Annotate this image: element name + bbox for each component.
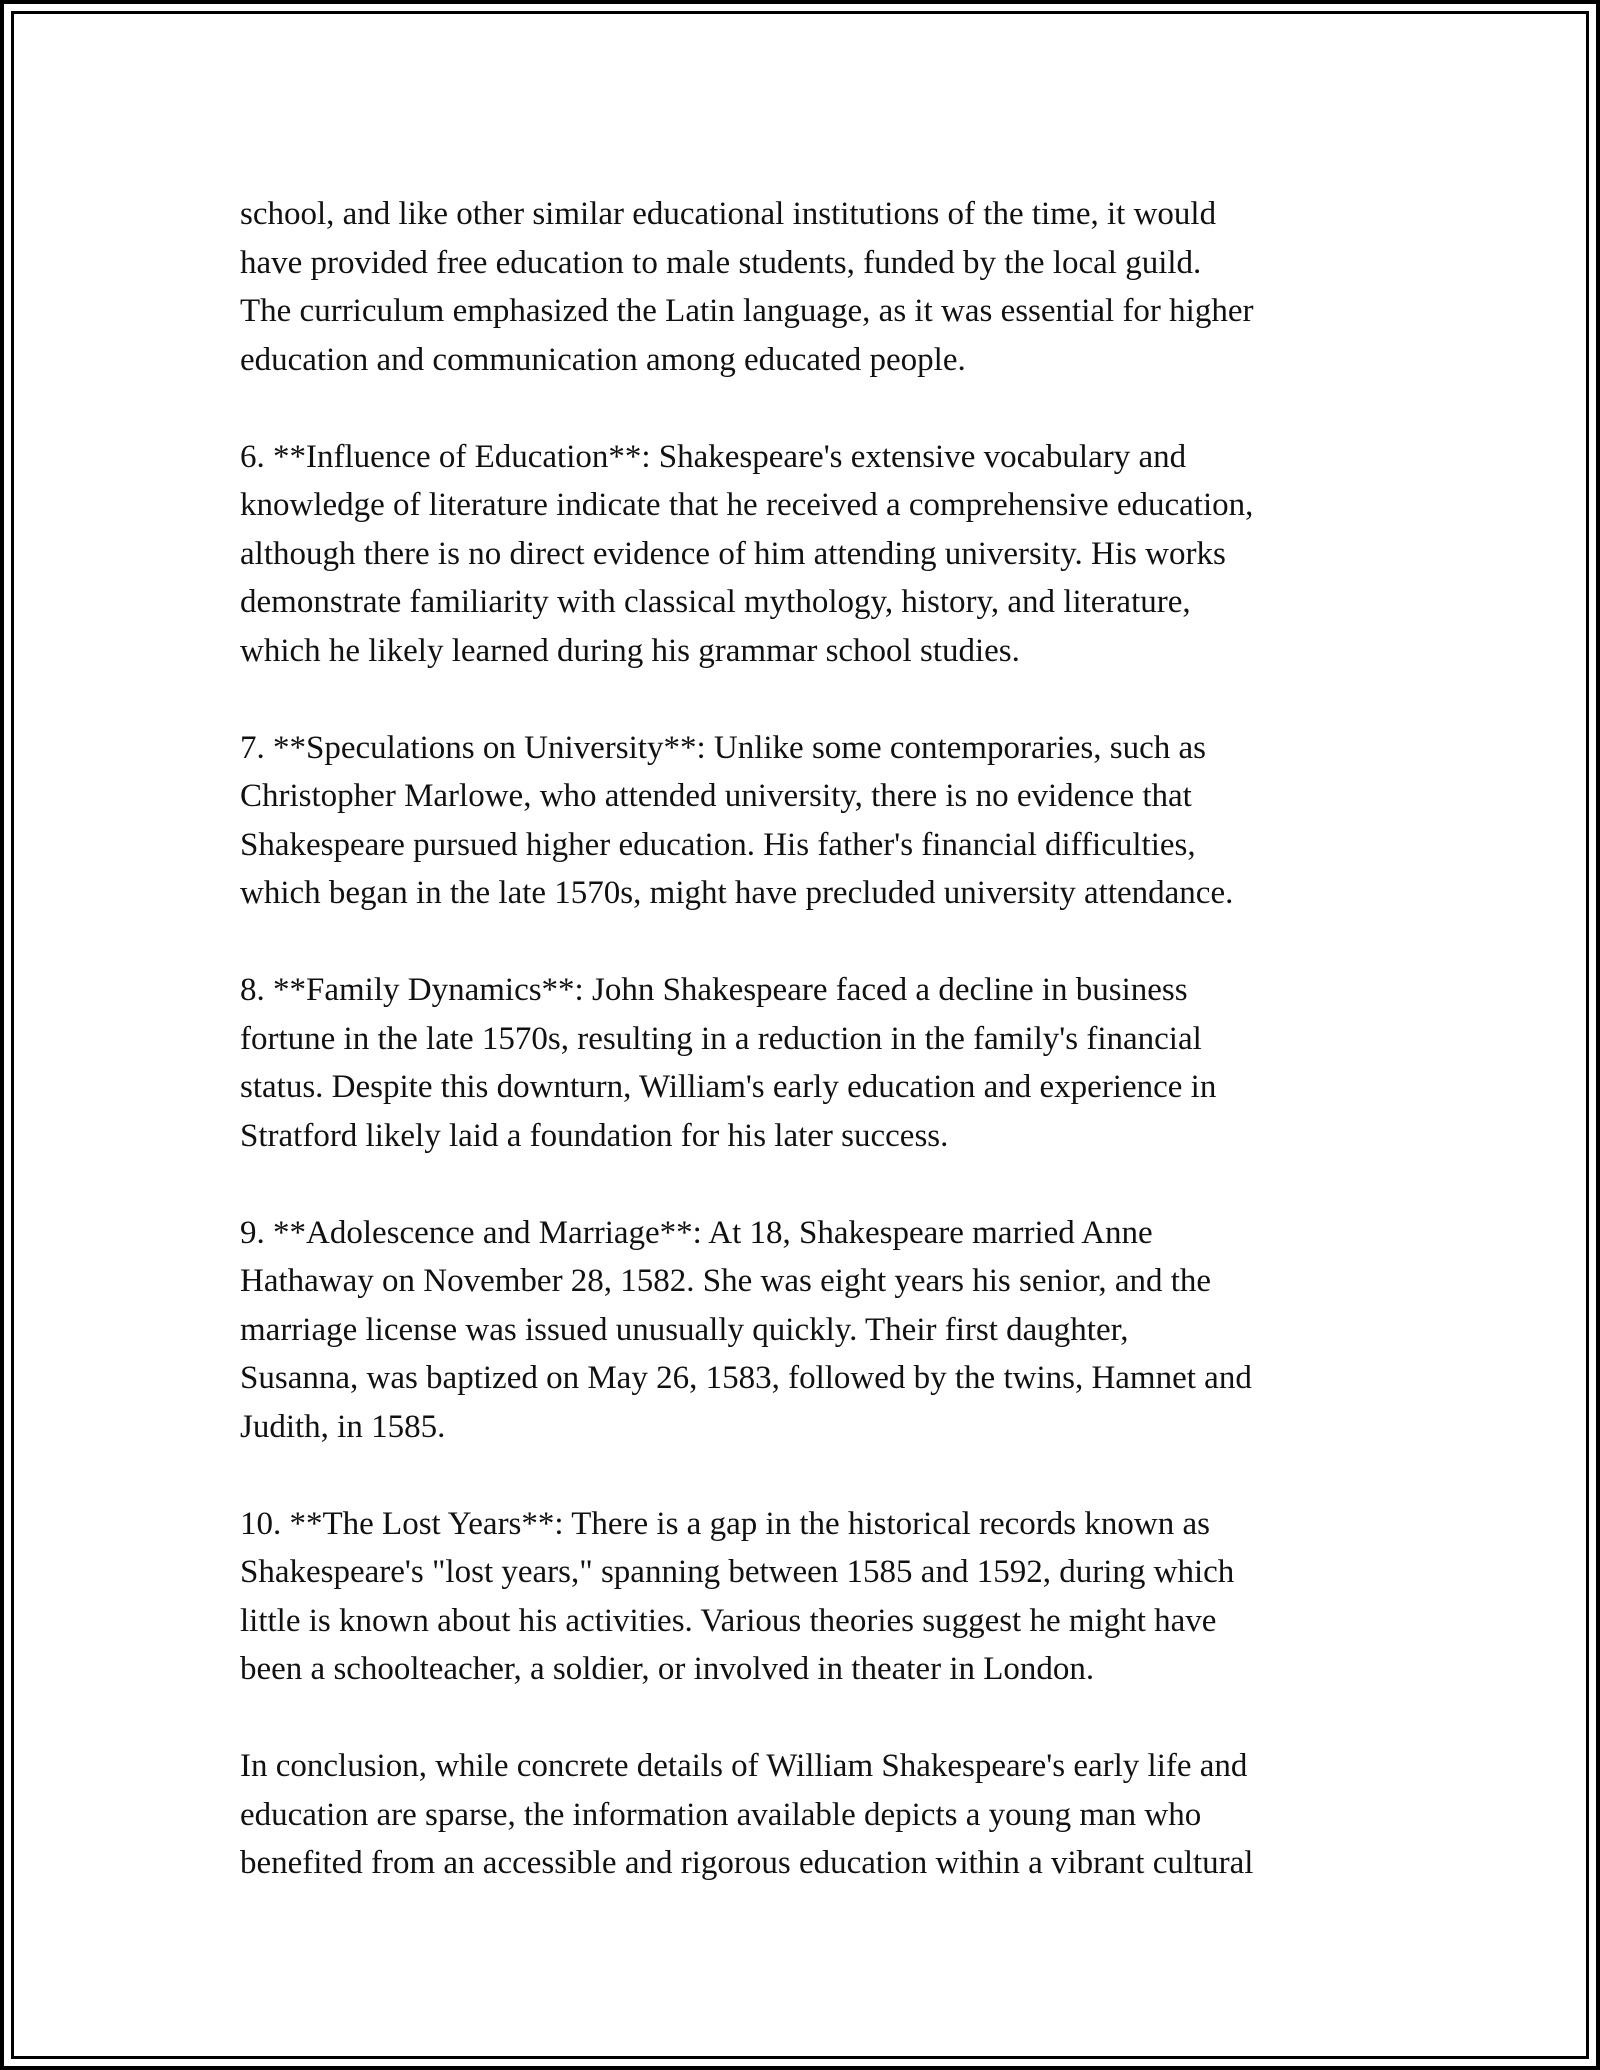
text-line: Judith, in 1585. — [240, 1408, 446, 1445]
text-line: been a schoolteacher, a soldier, or involved in theater in London. — [240, 1651, 1095, 1687]
paragraph-lost-years — [240, 1500, 1380, 1694]
paragraph-conclusion — [240, 1742, 1380, 1888]
text-line: marriage license was issued unusually quickly. Their first daughter, — [240, 1311, 1129, 1348]
text-line: 6. **Influence of Education**: Shakespeare's extensive vocabulary and — [240, 438, 1187, 475]
text-line: status. Despite this downturn, William's early education and experience in — [240, 1069, 1217, 1105]
text-line: education are sparse, the information available depicts a young man who — [240, 1796, 1202, 1833]
text-line: education and communication among educated people. — [240, 341, 966, 378]
text-line: Christopher Marlowe, who attended university, there is no evidence that — [240, 778, 1192, 814]
document-body — [240, 190, 1380, 1888]
text-line: school, and like other similar educational institutions of the time, it would — [240, 196, 1217, 232]
text-line: 8. **Family Dynamics**: John Shakespeare faced a decline in business — [240, 972, 1188, 1008]
text-line: 7. **Speculations on University**: Unlike some contemporaries, such as — [240, 729, 1206, 766]
paragraph-influence-of-education — [240, 433, 1380, 676]
text-line: have provided free education to male students, funded by the local guild. — [240, 244, 1202, 281]
text-line: Hathaway on November 28, 1582. She was eight years his senior, and the — [240, 1263, 1212, 1299]
paragraph-speculations-on-university — [240, 724, 1380, 918]
text-line: which he likely learned during his grammar school studies. — [240, 632, 1020, 669]
paragraph-family-dynamics — [240, 966, 1380, 1160]
paragraph-grammar-school — [240, 190, 1380, 384]
text-line: Shakespeare pursued higher education. His father's financial difficulties, — [240, 826, 1196, 863]
text-line: 10. **The Lost Years**: There is a gap in the historical records known as — [240, 1505, 1210, 1542]
text-line: although there is no direct evidence of him attending university. His works — [240, 535, 1226, 572]
text-line: Stratford likely laid a foundation for his later success. — [240, 1117, 949, 1154]
text-line: demonstrate familiarity with classical mythology, history, and literature, — [240, 584, 1191, 620]
text-line: little is known about his activities. Various theories suggest he might have — [240, 1602, 1217, 1639]
text-line: knowledge of literature indicate that he received a comprehensive education, — [240, 487, 1254, 523]
text-line: which began in the late 1570s, might have precluded university attendance. — [240, 875, 1234, 911]
paragraph-adolescence-and-marriage — [240, 1209, 1380, 1452]
text-line: The curriculum emphasized the Latin language, as it was essential for higher — [240, 293, 1254, 329]
text-line: 9. **Adolescence and Marriage**: At 18, Shakespeare married Anne — [240, 1214, 1153, 1251]
text-line: benefited from an accessible and rigorous education within a vibrant cultural — [240, 1845, 1254, 1881]
text-line: Susanna, was baptized on May 26, 1583, followed by the twins, Hamnet and — [240, 1360, 1252, 1396]
text-line: fortune in the late 1570s, resulting in a reduction in the family's financial — [240, 1020, 1202, 1057]
text-line: In conclusion, while concrete details of William Shakespeare's early life and — [240, 1748, 1248, 1784]
text-line: Shakespeare's "lost years," spanning between 1585 and 1592, during which — [240, 1554, 1235, 1590]
